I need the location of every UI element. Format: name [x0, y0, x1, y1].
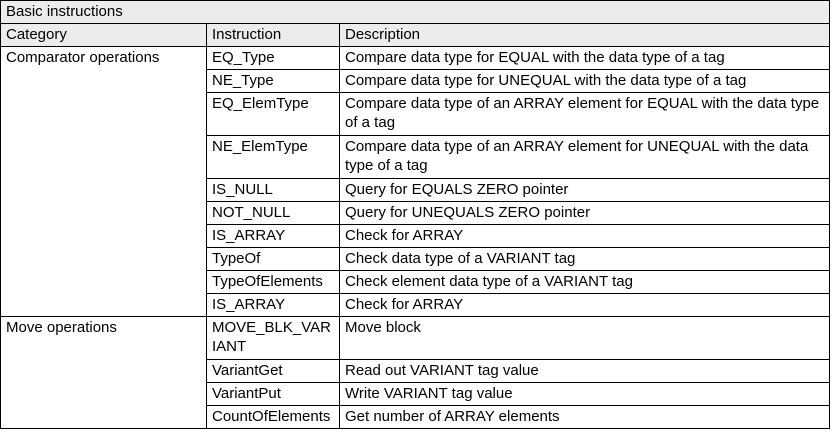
description-cell: Check data type of a VARIANT tag	[340, 248, 830, 271]
header-instruction: Instruction	[207, 24, 340, 47]
instruction-cell: TypeOf	[207, 248, 340, 271]
instruction-cell: TypeOfElements	[207, 271, 340, 294]
table-row	[1, 317, 830, 360]
description-cell: Compare data type for UNEQUAL with the data type of a tag	[340, 70, 830, 93]
description-cell: Query for EQUALS ZERO pointer	[340, 179, 830, 202]
instruction-cell: IS_NULL	[207, 179, 340, 202]
instruction-cell: IS_ARRAY	[207, 294, 340, 317]
instruction-cell: EQ_Type	[207, 47, 340, 70]
category-cell-comparator: Comparator operations	[1, 47, 207, 317]
description-cell: Compare data type of an ARRAY element for EQUAL with the data type of a tag	[340, 93, 830, 136]
instruction-cell: NE_ElemType	[207, 136, 340, 179]
description-cell: Check element data type of a VARIANT tag	[340, 271, 830, 294]
description-cell: Check for ARRAY	[340, 225, 830, 248]
description-cell: Write VARIANT tag value	[340, 383, 830, 406]
instruction-cell: VariantPut	[207, 383, 340, 406]
category-cell-move: Move operations	[1, 317, 207, 429]
header-description: Description	[340, 24, 830, 47]
description-cell: Check for ARRAY	[340, 294, 830, 317]
table-title: Basic instructions	[1, 1, 830, 24]
description-cell: Compare data type for EQUAL with the data type of a tag	[340, 47, 830, 70]
table-row	[1, 47, 830, 70]
instruction-cell: CountOfElements	[207, 406, 340, 429]
header-category: Category	[1, 24, 207, 47]
table-title-row	[1, 1, 830, 24]
instruction-cell: NE_Type	[207, 70, 340, 93]
description-cell: Move block	[340, 317, 830, 360]
instruction-cell: IS_ARRAY	[207, 225, 340, 248]
instruction-cell: NOT_NULL	[207, 202, 340, 225]
table-header-row	[1, 24, 830, 47]
instruction-cell: VariantGet	[207, 360, 340, 383]
description-cell: Get number of ARRAY elements	[340, 406, 830, 429]
instruction-cell: EQ_ElemType	[207, 93, 340, 136]
description-cell: Read out VARIANT tag value	[340, 360, 830, 383]
description-cell: Compare data type of an ARRAY element for UNEQUAL with the data type of a tag	[340, 136, 830, 179]
description-cell: Query for UNEQUALS ZERO pointer	[340, 202, 830, 225]
instruction-cell: MOVE_BLK_VAR IANT	[207, 317, 340, 360]
